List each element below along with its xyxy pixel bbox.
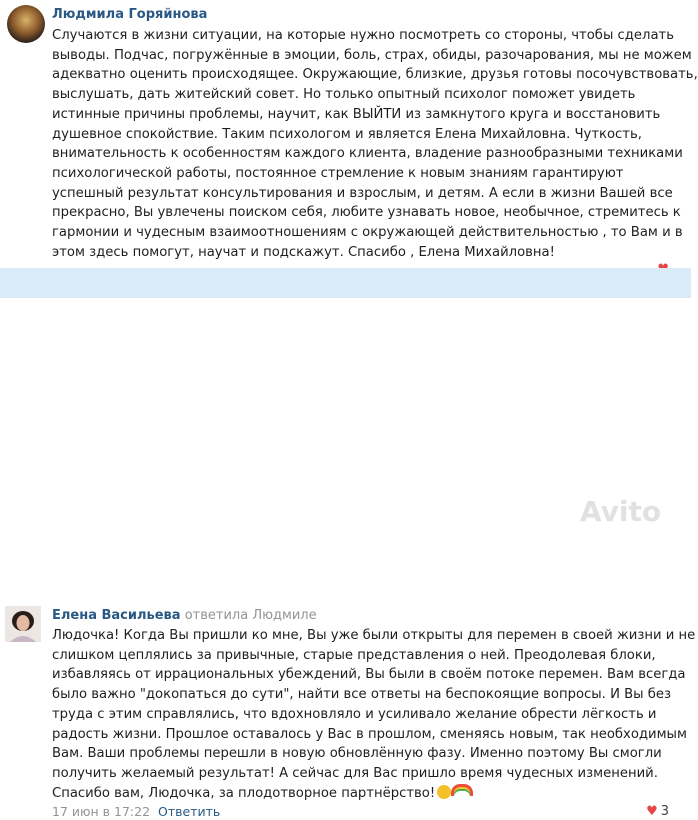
comment-last-line: Спасибо вам, Людочка, за плодотворное партнёрство! (52, 785, 436, 801)
comment-line: слишком цеплялись за привычные, старые представления о ней. Преодолевая блоки, (52, 647, 656, 663)
comment-line: Случаются в жизни ситуации, на которые нужно посмотреть со стороны, чтобы сделать (52, 28, 674, 43)
comment-line: выслушать, дать житейский совет. Но только опытный психолог поможет увидеть (52, 87, 636, 103)
avatar[interactable] (5, 606, 41, 642)
author-name[interactable]: Елена Васильева (52, 608, 181, 623)
comment-line: адекватно оценить происходящее. Окружающие, близкие, друзья готовы посочувствовать, (52, 67, 698, 83)
rainbow-emoji-icon (451, 784, 473, 796)
avatar[interactable] (7, 5, 45, 43)
comment-line: психологической работы, постоянное стремление к новым знаниям гарантируют (52, 165, 624, 181)
author-name[interactable]: Людмила Горяйнова (52, 7, 208, 22)
comment-line: успешный результат консультирования и взрослым, и детям. А если в жизни Вашей все (52, 185, 673, 201)
comment-line: Людочка! Когда Вы пришли ко мне, Вы уже были открыты для перемен в своей жизни и не (52, 628, 696, 643)
comment-header (52, 608, 317, 624)
heart-icon: ♥ (646, 804, 658, 819)
like-button[interactable] (646, 804, 669, 820)
comment-line: душевное спокойствие. Таким психологом и является Елена Михайловна. Чуткость, (52, 126, 642, 142)
comment-card-1 (0, 0, 698, 268)
comment-line: труда с этим справлялись, что вдохновляло и усиливало желание обрести лёгкость и (52, 706, 657, 722)
comment-text (52, 626, 696, 803)
divider-band (0, 268, 691, 298)
replied-to-label[interactable]: ответила Людмиле (184, 608, 317, 623)
like-count: 3 (660, 804, 669, 819)
comment-line: получить желаемый результат! А сейчас для Вас пришло время чудесных изменений. (52, 765, 658, 781)
comment-text (52, 26, 698, 262)
comment-line: избавляясь от иррациональных убеждений, Вы были в своём потоке перемен. Вам всегда (52, 667, 686, 683)
reply-link[interactable]: Ответить (158, 804, 221, 819)
comment-meta (52, 804, 220, 820)
comment-line: этом здесь помогут, научат и подскажут. Спасибо , Елена Михайловна! (52, 244, 555, 260)
comment-date[interactable]: 17 июн в 17:22 (52, 804, 151, 819)
avatar-photo (5, 606, 41, 642)
comment-header (52, 7, 207, 23)
comment-line: было важно "докопаться до сути", найти все ответы на беспокоящие вопросы. И Вы без (52, 687, 672, 703)
comment-line: гармонии и чудесным взаимоотношениям с окружающей действительностью , то Вам и в (52, 225, 683, 241)
comment-line (52, 784, 682, 804)
watermark: Avito (580, 495, 662, 528)
comment-line: радость жизни. Прошлое оставалось у Вас в прошлом, сменяясь новым, так необходимым (52, 726, 687, 742)
comment-line: выводы. Подчас, погружённые в эмоции, боль, страх, обиды, разочарования, мы не можем (52, 47, 692, 63)
comment-line: Вам. Ваши проблемы перешли в новую обновлённую фазу. Именно поэтому Вы смогли (52, 746, 662, 762)
comment-line: прекрасно, Вы увлечены поиском себя, любите узнавать новое, необычное, стремитесь к (52, 205, 681, 221)
comment-line: истинные причины проблемы, научит, как ВЫЙТИ из замкнутого круга и восстановить (52, 106, 661, 122)
lion-emoji-icon (437, 785, 451, 799)
comment-line: внимательность к особенностям каждого клиента, владение разнообразными техниками (52, 146, 683, 162)
